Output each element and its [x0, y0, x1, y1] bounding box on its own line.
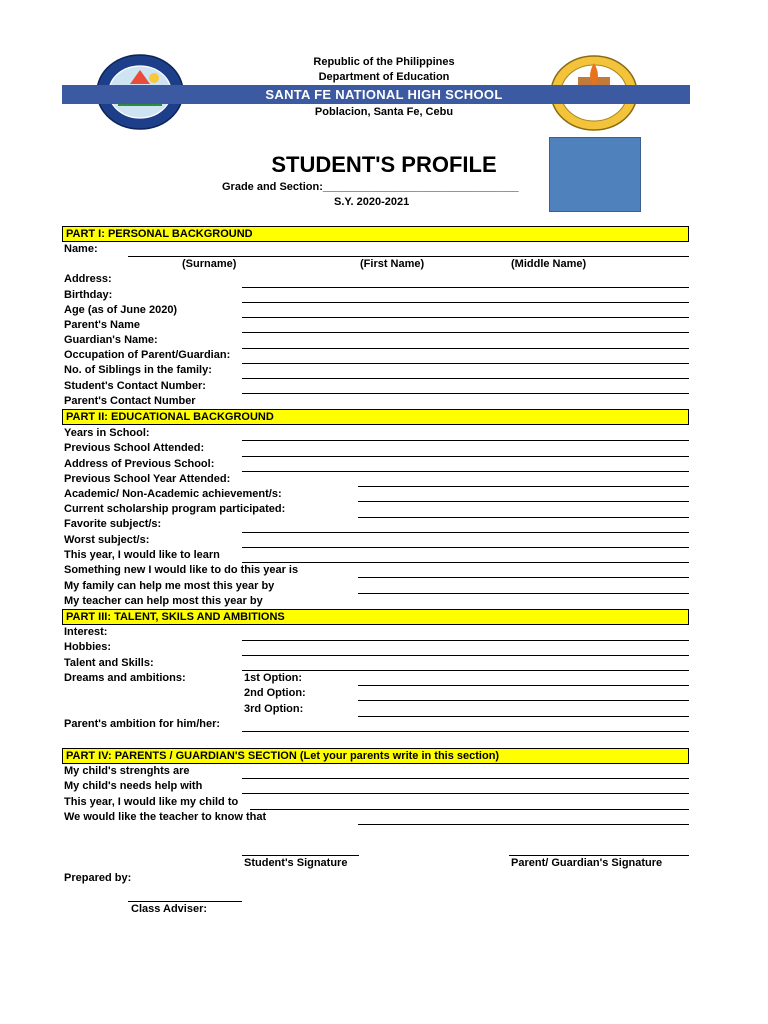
needs-help-line[interactable] — [242, 793, 689, 794]
name-label: Name: — [64, 243, 98, 255]
department-text: Department of Education — [318, 71, 450, 83]
something-new-line[interactable] — [358, 577, 689, 578]
learn-line[interactable] — [242, 562, 689, 563]
previous-school-year-label: Previous School Year Attended: — [64, 473, 231, 485]
occupation-line[interactable] — [242, 363, 689, 364]
parent-signature-line[interactable] — [509, 855, 689, 856]
age-line[interactable] — [242, 317, 689, 318]
part1-header-text: PART I: PERSONAL BACKGROUND — [66, 228, 253, 240]
worst-subject-line[interactable] — [242, 547, 689, 548]
achievement-label: Academic/ Non-Academic achievement/s: — [64, 488, 282, 500]
republic-text: Republic of the Philippines — [313, 56, 455, 68]
school-name: SANTA FE NATIONAL HIGH SCHOOL — [265, 87, 503, 102]
needs-help-label: My child's needs help with — [64, 780, 203, 792]
previous-school-label: Previous School Attended: — [64, 442, 205, 454]
previous-school-year-line[interactable] — [358, 486, 689, 487]
talent-line[interactable] — [242, 670, 689, 671]
firstname-caption: (First Name) — [360, 258, 425, 270]
favorite-subject-label: Favorite subject/s: — [64, 518, 162, 530]
part3-header — [62, 609, 689, 625]
years-in-school-line[interactable] — [242, 440, 689, 441]
family-help-line[interactable] — [358, 593, 689, 594]
achievement-line[interactable] — [358, 501, 689, 502]
favorite-subject-line[interactable] — [242, 532, 689, 533]
hobbies-label: Hobbies: — [64, 641, 112, 653]
option-2-label: 2nd Option: — [244, 687, 306, 699]
adviser-signature-line[interactable] — [128, 901, 242, 902]
parents-ambition-line[interactable] — [242, 731, 689, 732]
school-year: S.Y. 2020-2021 — [334, 196, 410, 208]
address-line[interactable] — [242, 287, 689, 288]
family-help-label: My family can help me most this year by — [64, 580, 275, 592]
option-1-line[interactable] — [358, 685, 689, 686]
part4-header-text: PART IV: PARENTS / GUARDIAN'S SECTION (Let your parents write in this section) — [66, 750, 500, 762]
child-to-label: This year, I would like my child to — [64, 796, 239, 808]
name-line[interactable] — [128, 256, 689, 257]
grade-section: Grade and Section:________________________________ — [222, 181, 519, 193]
learn-label: This year, I would like to learn — [64, 549, 220, 561]
scholarship-line[interactable] — [358, 517, 689, 518]
teacher-know-label: We would like the teacher to know that — [64, 811, 267, 823]
option-2-line[interactable] — [358, 700, 689, 701]
parent-name-label: Parent's Name — [64, 319, 140, 331]
part2-header-text: PART II: EDUCATIONAL BACKGROUND — [66, 411, 274, 423]
part2-header — [62, 409, 689, 425]
guardian-name-line[interactable] — [242, 348, 689, 349]
address-label: Address: — [64, 273, 112, 285]
option-3-line[interactable] — [358, 716, 689, 717]
student-signature-line[interactable] — [242, 855, 359, 856]
hobbies-line[interactable] — [242, 655, 689, 656]
something-new-label: Something new I would like to do this year is — [64, 564, 299, 576]
surname-caption: (Surname) — [182, 258, 237, 270]
worst-subject-label: Worst subject/s: — [64, 534, 150, 546]
interest-line[interactable] — [242, 640, 689, 641]
scholarship-label: Current scholarship program participated: — [64, 503, 286, 515]
teacher-help-label: My teacher can help most this year by — [64, 595, 263, 607]
parent-contact-label: Parent's Contact Number — [64, 395, 196, 407]
student-signature-label: Student's Signature — [244, 857, 348, 869]
adviser-label: Class Adviser: — [131, 903, 208, 915]
prepared-by-label: Prepared by: — [64, 872, 132, 884]
child-to-line[interactable] — [250, 809, 689, 810]
previous-school-line[interactable] — [242, 456, 689, 457]
previous-school-address-label: Address of Previous School: — [64, 458, 215, 470]
interest-label: Interest: — [64, 626, 108, 638]
option-3-label: 3rd Option: — [244, 703, 304, 715]
part4-header — [62, 748, 689, 764]
teacher-know-line[interactable] — [358, 824, 689, 825]
age-label: Age (as of June 2020) — [64, 304, 178, 316]
siblings-line[interactable] — [242, 378, 689, 379]
photo-box — [549, 137, 641, 212]
previous-school-address-line[interactable] — [242, 471, 689, 472]
middlename-caption: (Middle Name) — [511, 258, 587, 270]
birthday-label: Birthday: — [64, 289, 113, 301]
part3-header-text: PART III: TALENT, SKILS AND AMBITIONS — [66, 611, 285, 623]
part1-header — [62, 226, 689, 242]
occupation-label: Occupation of Parent/Guardian: — [64, 349, 231, 361]
years-in-school-label: Years in School: — [64, 427, 150, 439]
strengths-label: My child's strenghts are — [64, 765, 190, 777]
dreams-label: Dreams and ambitions: — [64, 672, 186, 684]
student-contact-label: Student's Contact Number: — [64, 380, 206, 392]
strengths-line[interactable] — [242, 778, 689, 779]
parent-name-line[interactable] — [242, 332, 689, 333]
page-title: STUDENT'S PROFILE — [271, 152, 497, 177]
birthday-line[interactable] — [242, 302, 689, 303]
option-1-label: 1st Option: — [244, 672, 303, 684]
talent-label: Talent and Skills: — [64, 657, 154, 669]
parent-signature-label: Parent/ Guardian's Signature — [511, 857, 663, 869]
parents-ambition-label: Parent's ambition for him/her: — [64, 718, 221, 730]
school-address: Poblacion, Santa Fe, Cebu — [314, 106, 454, 118]
siblings-label: No. of Siblings in the family: — [64, 364, 212, 376]
guardian-name-label: Guardian's Name: — [64, 334, 158, 346]
student-contact-line[interactable] — [242, 393, 689, 394]
